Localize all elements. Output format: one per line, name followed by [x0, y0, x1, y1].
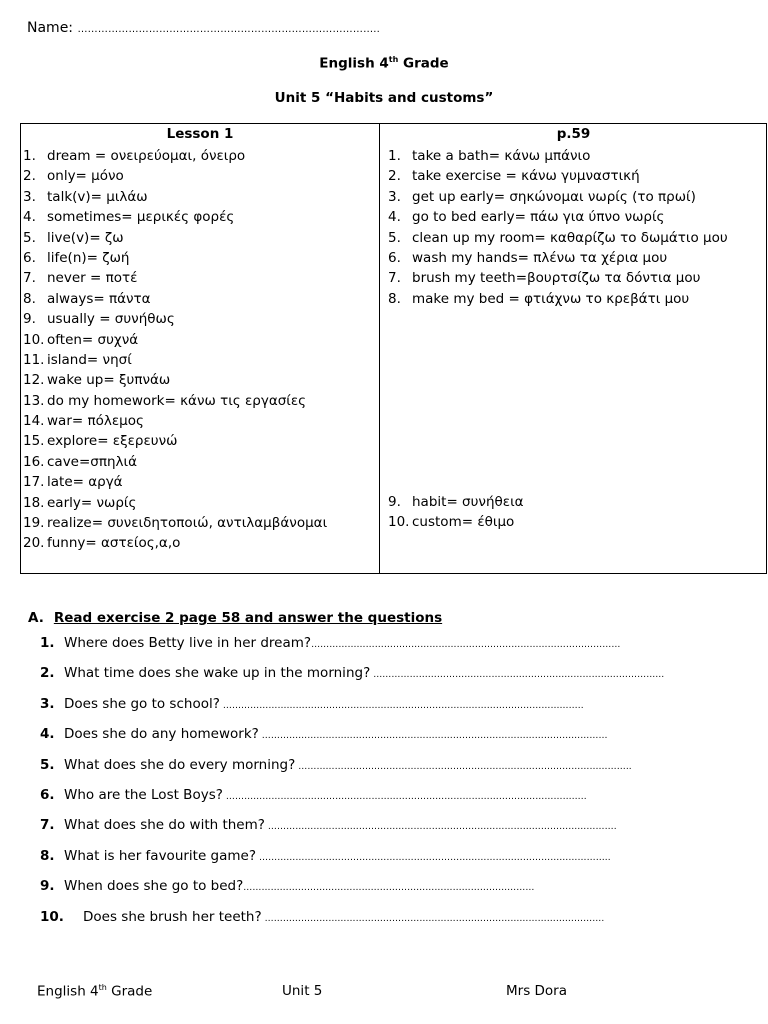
- answer-line[interactable]: ……………………………………………………………………………………: [243, 883, 535, 894]
- answer-line[interactable]: ………………………………………………………………………………………………..: [295, 761, 632, 772]
- footer-teacher: Mrs Dora: [506, 983, 568, 999]
- vocab-item: 9. usually = συνήθως: [23, 311, 175, 328]
- answer-line[interactable]: ………………………………………………………………………………………………………..: [222, 791, 587, 802]
- vocab-item: 2. only= μόνο: [23, 168, 124, 185]
- vocab-item: 6. life(n)= ζωή: [23, 249, 130, 266]
- vocabulary-table: [20, 123, 767, 574]
- vocab-item: 17. late= αργά: [23, 474, 123, 491]
- page-header: p.59: [556, 126, 591, 142]
- vocab-item: 5. clean up my room= καθαρίζω το δωμάτιο μου: [388, 229, 728, 246]
- vocab-item: 20. funny= αστείος,α,ο: [23, 535, 181, 552]
- lesson-header: Lesson 1: [166, 126, 234, 142]
- lesson-word-list: [23, 146, 327, 554]
- vocab-item: 11. island= νησί: [23, 351, 132, 368]
- vocab-item: 4. sometimes= μερικές φορές: [23, 209, 235, 226]
- vocab-item: 2. take exercise = κάνω γυμναστική: [388, 168, 640, 185]
- question-item[interactable]: 8. What is her favourite game? ……………………………………………………………………………………………………..: [40, 847, 611, 864]
- vocab-item: 8. make my bed = φτιάχνω το κρεβάτι μου: [388, 290, 690, 307]
- vocab-item: 15. explore= εξερευνώ: [23, 433, 178, 450]
- question-item[interactable]: 7. What does she do with them? …………………………………………………………………………………………………….: [40, 817, 617, 834]
- vocab-item: 18. early= νωρίς: [23, 494, 137, 511]
- vocab-item: 19. realize= συνειδητοποιώ, αντιλαμβάνομαι: [23, 515, 328, 532]
- answer-line[interactable]: …………………………………………………………………………………………: [311, 640, 621, 650]
- vocab-item: 8. always= πάντα: [23, 290, 151, 307]
- vocab-item: 9. habit= συνήθεια: [388, 494, 524, 510]
- vocab-item: 1. dream = ονειρεύομαι, όνειρο: [23, 148, 246, 164]
- answer-line[interactable]: ………………………………………………………………………………………………………..: [219, 700, 584, 711]
- answer-line[interactable]: ………………………………………………………………………………………………….: [261, 913, 605, 924]
- question-item[interactable]: 3. Does she go to school? ………………………………………………………………………………………………………..: [40, 695, 584, 712]
- unit-title: Unit 5 “Habits and customs”: [274, 90, 494, 106]
- vocab-item: 7. brush my teeth=βουρτσίζω τα δόντια μου: [388, 270, 701, 287]
- vocab-item: 16. cave=σπηλιά: [23, 453, 137, 470]
- column-divider: [379, 124, 380, 573]
- vocab-item: 5. live(v)= ζω: [23, 229, 124, 246]
- name-field[interactable]: [27, 20, 380, 36]
- exercise-heading: [28, 610, 442, 626]
- question-item[interactable]: 2. What time does she wake up in the morning? ……………………………………………………………………………………: [40, 665, 665, 682]
- exercise-instruction: Read exercise 2 page 58 and answer the questions: [53, 610, 443, 626]
- vocab-item: 10. custom= έθιμο: [388, 514, 515, 531]
- vocab-item: 1. take a bath= κάνω μπάνιο: [388, 148, 591, 164]
- question-item[interactable]: 6. Who are the Lost Boys? ………………………………………………………………………………………………………..: [40, 786, 587, 803]
- footer-unit: Unit 5: [282, 983, 323, 999]
- vocab-item: 4. go to bed early= πάω για ύπνο νωρίς: [388, 209, 665, 226]
- vocab-item: 14. war= πόλεμος: [23, 413, 144, 430]
- vocab-item: 13. do my homework= κάνω τις εργασίες: [23, 392, 307, 409]
- exercise-label: A.: [28, 610, 44, 626]
- answer-line[interactable]: ……………………………………………………………………………………………………..: [256, 852, 611, 863]
- question-item[interactable]: 9. When does she go to bed?……………………………………………………………………………………: [40, 878, 535, 895]
- name-blank-line: ……………………………………………………………………………..: [77, 24, 381, 35]
- answer-line[interactable]: …………………………………………………………………………………………………….: [264, 822, 617, 833]
- vocab-item: 6. wash my hands= πλένω τα χέρια μου: [388, 249, 668, 266]
- vocab-item: 10. often= συχνά: [23, 331, 139, 348]
- page-word-list: [388, 146, 728, 309]
- page-word-list-2: [388, 492, 524, 533]
- name-label: Name:: [27, 20, 74, 36]
- answer-line[interactable]: ……………………………………………………………………………………: [370, 670, 665, 681]
- footer-course: English 4th Grade: [37, 983, 153, 1000]
- question-item[interactable]: 5. What does she do every morning? ………………………………………………………………………………………………..: [40, 756, 632, 773]
- question-item[interactable]: 4. Does she do any homework? ……………………………………………………………………………………………………: [40, 726, 608, 743]
- vocab-item: 3. get up early= σηκώνομαι νωρίς (το πρωί): [388, 188, 696, 205]
- vocab-item: 12. wake up= ξυπνάω: [23, 372, 171, 389]
- vocab-item: 3. talk(v)= μιλάω: [23, 188, 148, 205]
- vocab-item: 7. never = ποτέ: [23, 270, 138, 287]
- question-item[interactable]: 10. Does she brush her teeth? ………………………………………………………………………………………………….: [40, 908, 605, 925]
- question-item[interactable]: 1. Where does Betty live in her dream?…………………………………………………………………………………………: [40, 635, 621, 651]
- page-title: English 4th Grade: [319, 55, 449, 72]
- question-list: [40, 632, 740, 936]
- answer-line[interactable]: ……………………………………………………………………………………………………: [258, 731, 608, 742]
